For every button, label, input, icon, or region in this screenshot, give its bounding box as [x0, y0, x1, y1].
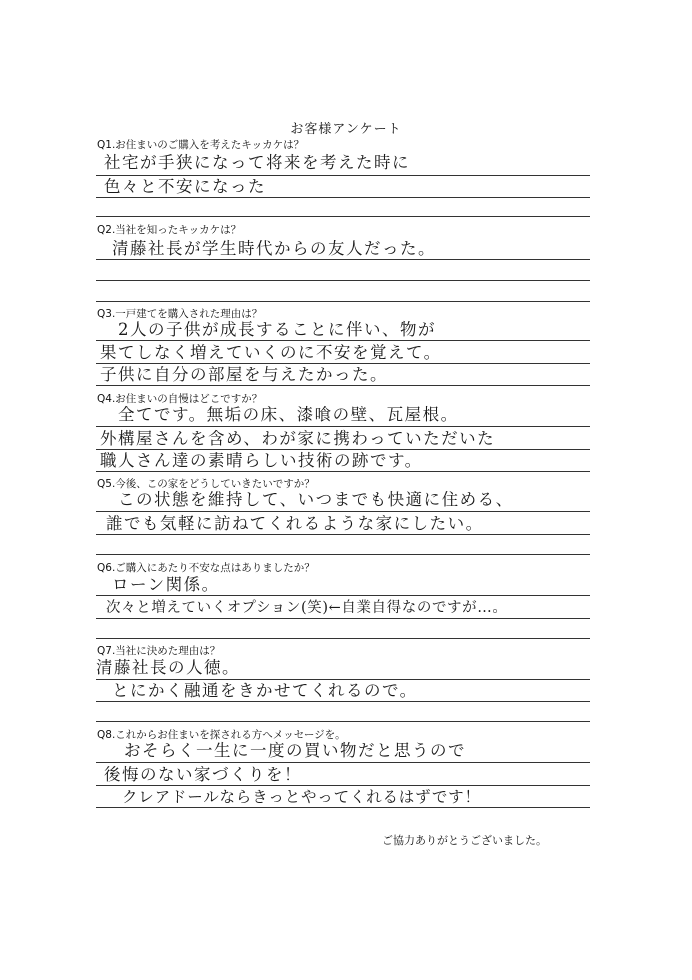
- answer-rule: [96, 618, 590, 619]
- answer-rule: [96, 785, 590, 786]
- question-6-answer-1: ローン関係。: [112, 575, 220, 594]
- question-7-answer-2: とにかく融通をきかせてくれるので。: [112, 681, 418, 700]
- question-7-answer-1: 清藤社長の人徳。: [96, 658, 240, 677]
- answer-rule: [96, 363, 590, 364]
- question-5-answer-2: 誰でも気軽に訪ねてくれるような家にしたい。: [106, 514, 484, 533]
- answer-rule: [96, 638, 590, 639]
- question-4-label: Q4.お住まいの自慢はどこですか？: [97, 393, 263, 405]
- question-5-label: Q5.今後、この家をどうしていきたいですか？: [97, 478, 315, 490]
- answer-rule: [96, 534, 590, 535]
- answer-rule: [96, 807, 590, 808]
- answer-rule: [96, 175, 590, 176]
- answer-rule: [96, 595, 590, 596]
- question-3-label: Q3.一戸建てを購入された理由は？: [97, 308, 263, 320]
- answer-rule: [96, 471, 590, 472]
- answer-rule: [96, 340, 590, 341]
- answer-rule: [96, 701, 590, 702]
- answer-rule: [96, 385, 590, 386]
- question-2-answer-1: 清藤社長が学生時代からの友人だった。: [112, 239, 436, 258]
- question-6-answer-2: 次々と増えていくオプション(笑)←自業自得なのですが…。: [106, 600, 508, 616]
- page-title: お客様アンケート: [290, 122, 402, 137]
- answer-rule: [96, 259, 590, 260]
- question-7-label: Q7.当社に決めた理由は？: [97, 645, 221, 657]
- answer-rule: [96, 721, 590, 722]
- question-3-answer-1: 2人の子供が成長することに伴い、物が: [118, 320, 436, 339]
- question-4-answer-3: 職人さん達の素晴らしい技術の跡です。: [100, 451, 423, 470]
- question-8-answer-2: 後悔のない家づくりを！: [104, 765, 302, 784]
- question-6-label: Q6.ご購入にあたり不安な点はありましたか？: [97, 562, 315, 574]
- answer-rule: [96, 449, 590, 450]
- question-3-answer-2: 果てしなく増えていくのに不安を覚えて。: [100, 343, 442, 362]
- question-1-label: Q1.お住まいのご購入を考えたキッカケは？: [97, 139, 305, 151]
- answer-rule: [96, 426, 590, 427]
- question-2-label: Q2.当社を知ったキッカケは？: [97, 224, 242, 236]
- question-1-answer-1: 社宅が手狭になって将来を考えた時に: [104, 153, 410, 172]
- answer-rule: [96, 762, 590, 763]
- question-8-answer-1: おそらく一生に一度の買い物だと思うので: [124, 741, 466, 760]
- answer-rule: [96, 197, 590, 198]
- answer-rule: [96, 679, 590, 680]
- question-8-answer-3: クレアドールならきっとやってくれるはずです！: [122, 788, 481, 806]
- question-8-label: Q8.これからお住まいを探される方へメッセージを。: [97, 729, 346, 741]
- answer-rule: [96, 280, 590, 281]
- answer-rule: [96, 554, 590, 555]
- question-1-answer-2: 色々と不安になった: [104, 177, 266, 196]
- answer-rule: [96, 216, 590, 217]
- question-3-answer-3: 子供に自分の部屋を与えたかった。: [100, 365, 388, 384]
- question-4-answer-1: 全てです。無垢の床、漆喰の壁、瓦屋根。: [118, 405, 459, 424]
- answer-rule: [96, 511, 590, 512]
- question-5-answer-1: この状態を維持して、いつまでも快適に住める、: [118, 490, 514, 509]
- answer-rule: [96, 301, 590, 302]
- closing-message: ご協力ありがとうございました。: [382, 834, 547, 847]
- question-4-answer-2: 外構屋さんを含め、わが家に携わっていただいた: [100, 429, 496, 448]
